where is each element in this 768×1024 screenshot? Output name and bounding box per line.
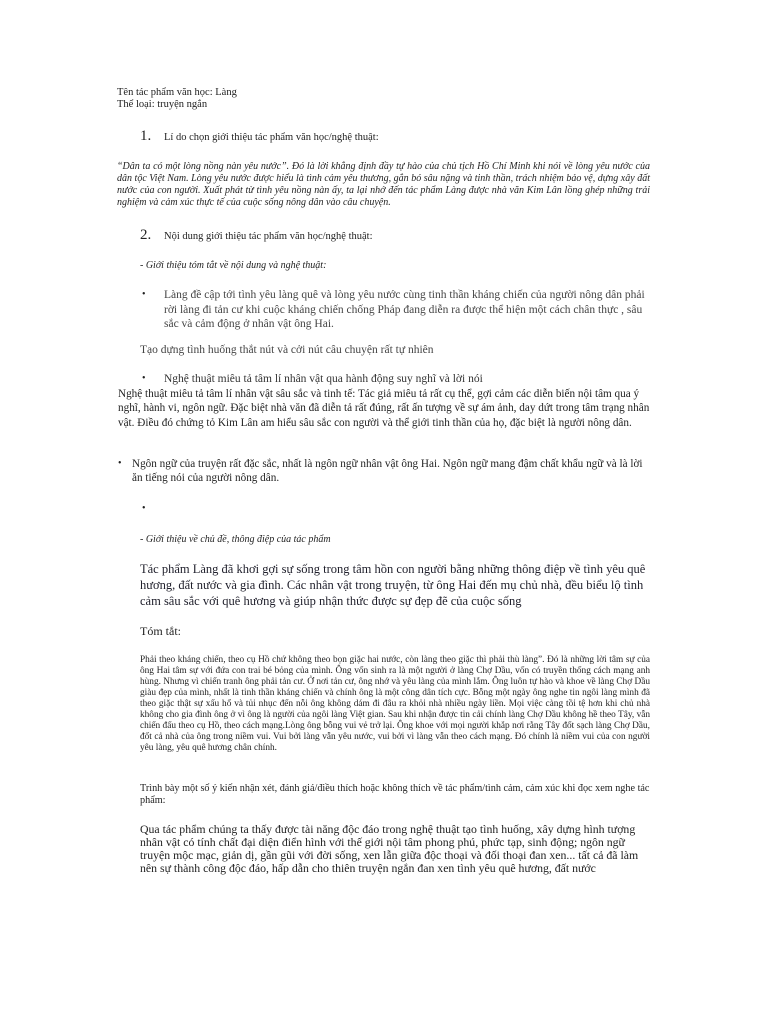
section-2-title: Nội dung giới thiệu tác phẩm văn học/nghệ thuật: xyxy=(164,231,373,242)
summary-heading: Tóm tắt: xyxy=(140,624,181,638)
opinion-heading: Trình bày một số ý kiến nhận xét, đánh giá/điều thích hoặc không thích về tác phẩm/tình cảm, cảm xúc khi đọc xem nghe tác phẩm: xyxy=(140,783,650,806)
document-header xyxy=(117,87,677,111)
language-paragraph: Ngôn ngữ của truyện rất đặc sắc, nhất là ngôn ngữ nhân vật ông Hai. Ngôn ngữ mang đậm chất khẩu ngữ và là lời ăn tiếng nói của người nông dân. xyxy=(132,458,643,485)
bullet-icon: • xyxy=(142,373,146,384)
section-1-heading xyxy=(140,128,660,145)
theme-paragraph: Tác phẩm Làng đã khơi gợi sự sống trong tâm hồn con người bằng những thông điệp về tình yêu quê hương, đất nước và gia đình. Các nhân vật trong truyện, từ ông Hai đến mụ chủ nhà, đều biểu lộ tình cảm sâu sắc với quê hương và giúp nhận thức được sự đẹp đẽ của cuộc sống xyxy=(140,562,646,608)
section-2-number: 2. xyxy=(140,227,152,243)
genre-line: Thể loại: truyện ngắn xyxy=(117,99,208,110)
conclusion-paragraph: Qua tác phẩm chúng ta thấy được tài năng độc đáo trong nghệ thuật tạo tình huống, xây dựng hình tượng nhân vật có tính chất đại diện điển hình với thế giới nội tâm phong phú, phức tạp, sinh động; ngôn ngữ truyện mộc mạc, giản dị, gần gũi với đời sống, xen lẫn giữa độc thoại và đối thoại đan xen... tất cả đã làm nên sự thành công độc đáo, hấp dẫn cho thiên truyện ngắn đan xen tình yêu quê hương, đất nước xyxy=(140,822,639,875)
art-paragraph: Nghệ thuật miêu tả tâm lí nhân vật sâu sắc và tinh tế: Tác giả miêu tả rất cụ thể, gợi cảm các diễn biến nội tâm qua ý nghĩ, hành vi, ngôn ngữ. Đặc biệt nhà văn đã diễn tả rất đúng, rất ấn tượng về sự ám ảnh, day dứt trong tâm trạng nhân vật. Điều đó chứng tỏ Kim Lân am hiểu sâu sắc con người và thể giới tinh thần của họ, đặc biệt là người nông dân. xyxy=(118,388,650,429)
empty-bullet-icon: • xyxy=(142,503,146,514)
theme-subheading: - Giới thiệu về chủ đề, thông điệp của tác phẩm xyxy=(140,534,331,545)
reason-paragraph: “Dân ta có một lòng nồng nàn yêu nước”. Đó là lời khẳng định đầy tự hào của chủ tịch Hồ Chí Minh khi nói về lòng yêu nước của dân tộc Việt Nam. Lòng yêu nước được hiểu là tình cảm yêu thương, gắn bó sâu nặng và tinh thần, trách nhiệm bảo vệ, dựng xây đất nước của con người. Xuất phát từ tình yêu nồng nàn ấy, ta lại nhớ đến tác phẩm Làng được nhà văn Kim Lân lồng ghép những trải nghiệm và cảm xúc thực tế của cuộc sống nông dân vào câu chuyện. xyxy=(117,161,650,208)
bullet-icon: • xyxy=(118,458,122,469)
summary-subheading: - Giới thiệu tóm tắt về nội dung và nghệ thuật: xyxy=(140,260,327,271)
bullet-icon: • xyxy=(142,289,146,300)
section-2-heading xyxy=(140,227,660,244)
summary-paragraph: Phải theo kháng chiến, theo cụ Hồ chứ không theo bọn giặc hai nước, còn làng theo giặc thì phải thù làng”. Đó là những lời tâm sự của ông Hai tâm sự với đứa con trai bé bỏng của mình. Ông vốn sinh ra là một người ở làng Chợ Dầu, vốn có truyền thống cách mạng anh hùng. Nhưng vì chiến tranh ông phải tản cư. Ở nơi tản cư, ông nhớ và yêu làng của mình lắm. Ông luôn tự hào và khoe về làng Chợ Dầu giàu đẹp của mình, nhất là tinh thần kháng chiến và chính ông là một công dân tích cực. Bỗng một ngày ông nghe tin ngôi làng mình đã theo giặc thật sự xấu hổ và tủi nhục đến nỗi ông không dám đi đâu ra khỏi nhà nhiều ngày liền. Mọi việc càng tồi tệ hơn khi chủ nhà không cho gia đình ông ở vì ông là người của ngôi làng Việt gian. Sau khi nhận được tin cải chính làng Chợ Dầu không hề theo Tây, vẫn chiến đấu theo cụ Hồ, theo cách mạng.Lòng ông bỗng vui vẻ trở lại. Ông khoe với mọi người khắp nơi rằng Tây đốt sạch làng Chợ Dầu, đốt cả nhà của ông trong niềm vui. Vui bởi làng vẫn yêu nước, vui bởi vì làng vẫn theo cách mạng. Đó chính là niềm vui của con người yêu làng, yêu quê hương chân chính. xyxy=(140,655,650,753)
section-1-number: 1. xyxy=(140,128,152,144)
village-love-text: Làng đề cập tới tình yêu làng quê và lòng yêu nước cùng tinh thần kháng chiến của người nông dân phải rời làng đi tản cư khi cuộc kháng chiến chống Pháp đang diễn ra được thể hiện một cách chân thực , sâu sắc và cảm động ở nhân vật ông Hai. xyxy=(164,289,645,330)
situation-line: Tạo dựng tình huống thắt nút và cởi nút câu chuyện rất tự nhiên xyxy=(140,344,434,356)
list-item xyxy=(118,457,653,486)
art-bullet-text: Nghệ thuật miêu tả tâm lí nhân vật qua hành động suy nghĩ và lời nói xyxy=(164,373,483,385)
list-item xyxy=(142,372,652,387)
section-1-title: Lí do chọn giới thiệu tác phẩm văn học/nghệ thuật: xyxy=(164,132,379,143)
list-item xyxy=(142,288,652,332)
work-title: Tên tác phẩm văn học: Làng xyxy=(117,87,237,98)
